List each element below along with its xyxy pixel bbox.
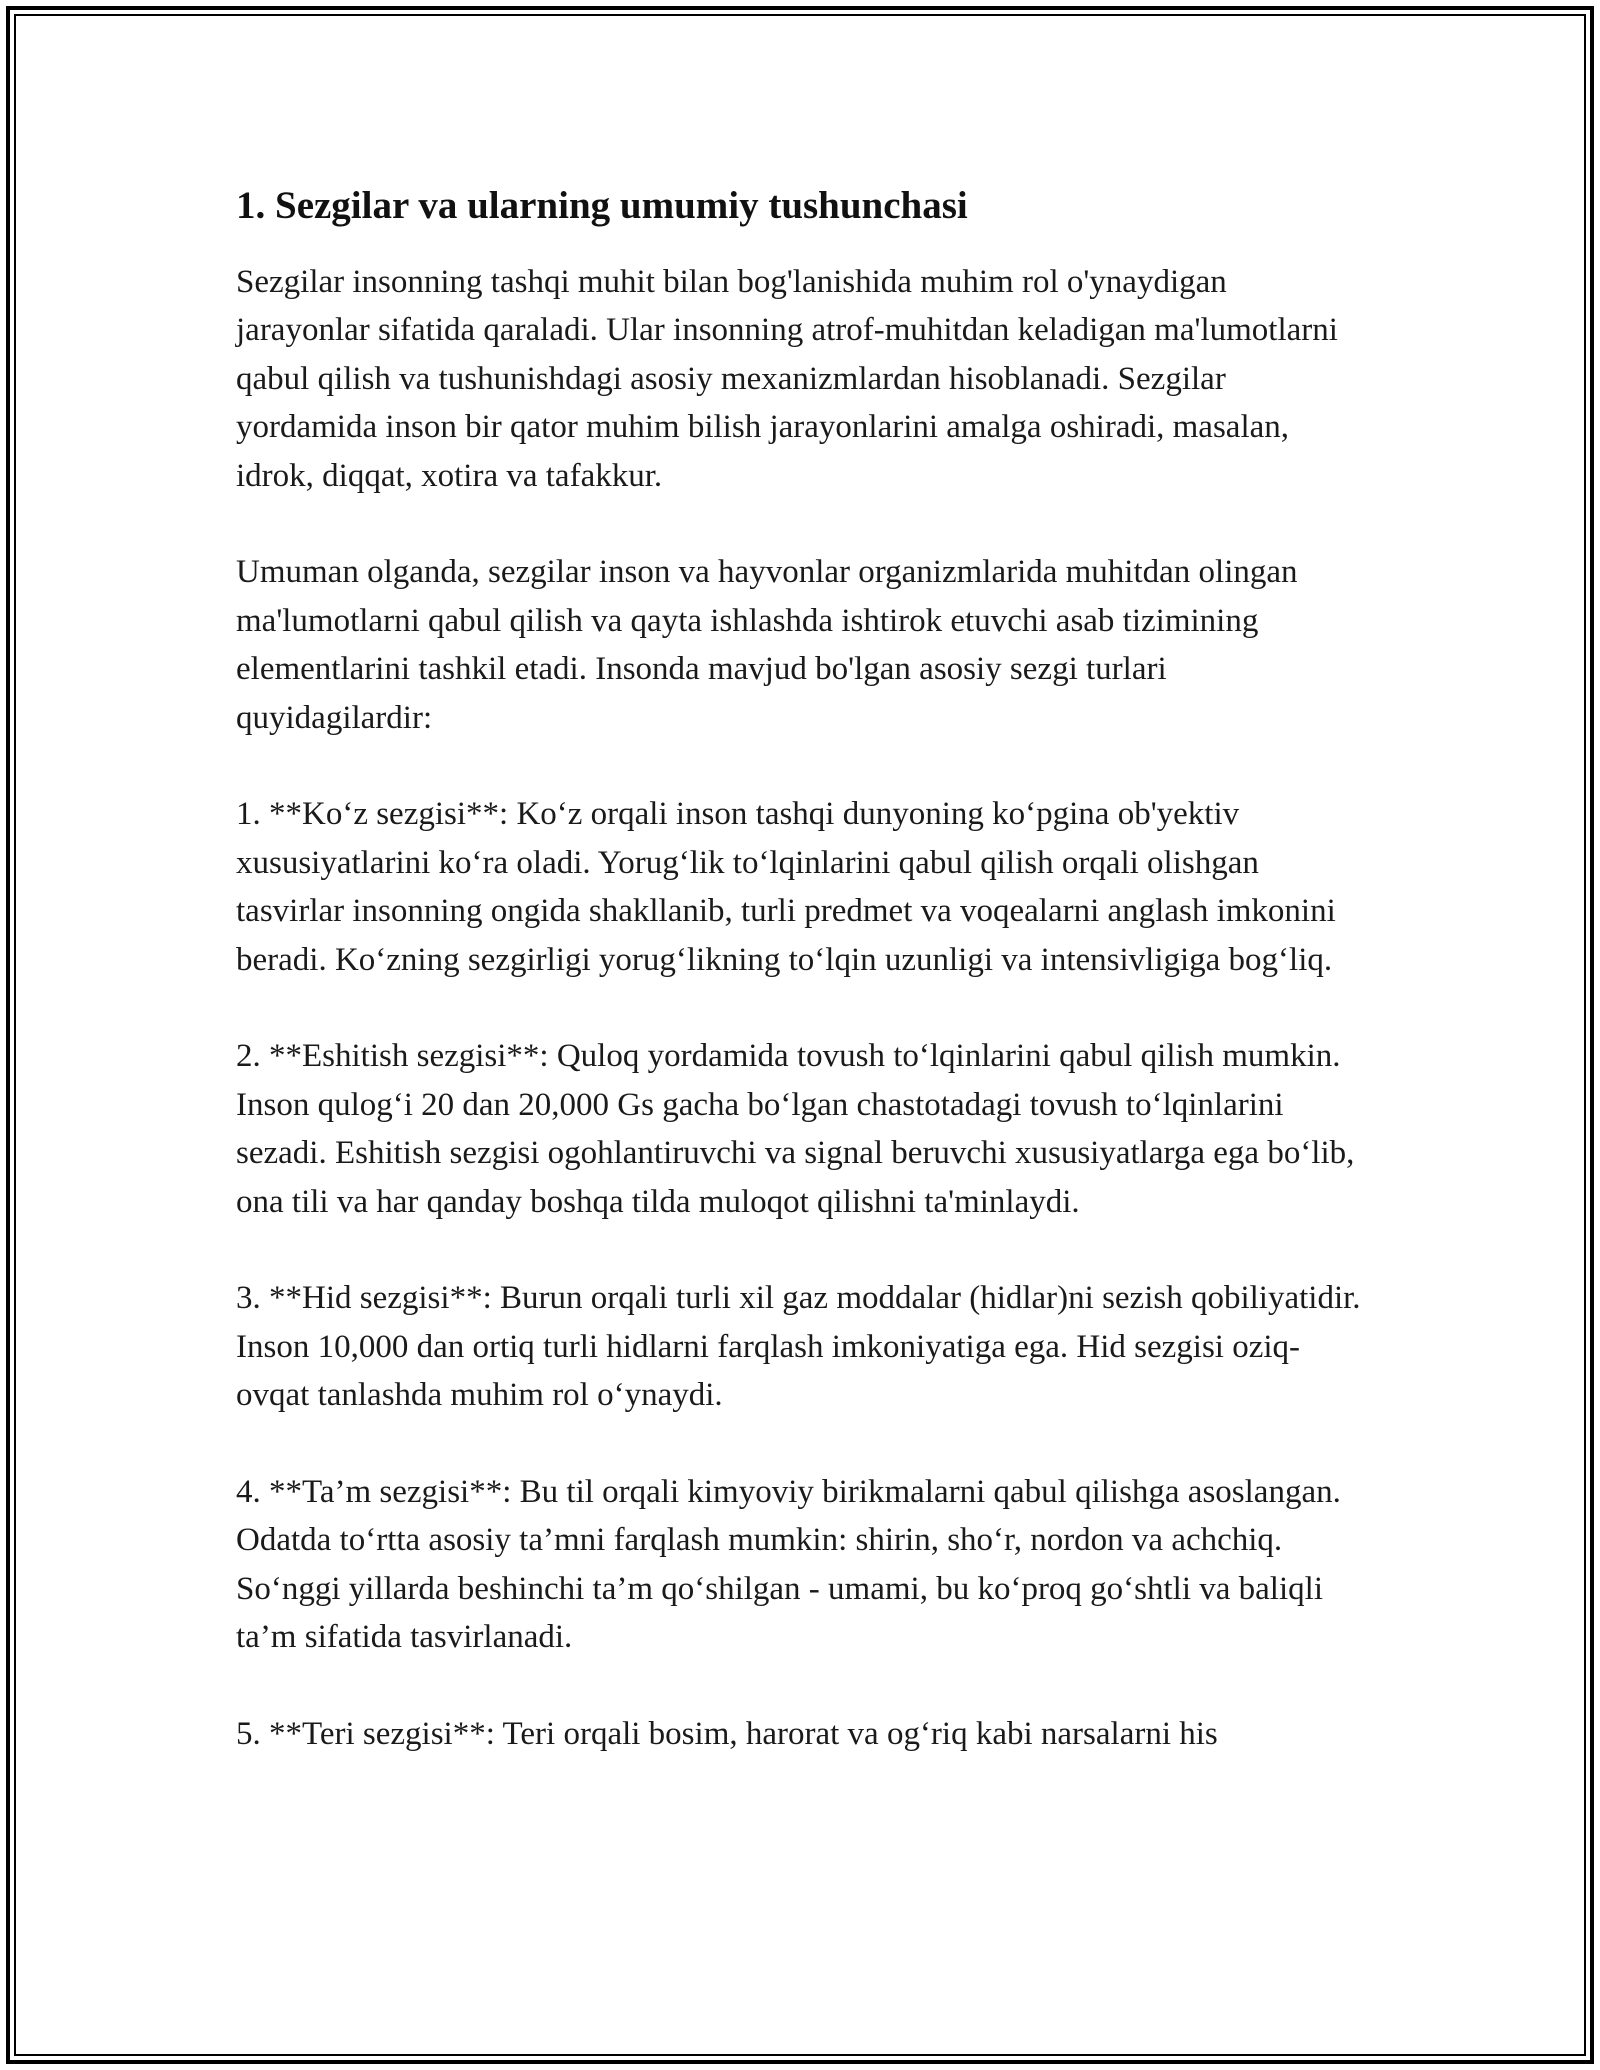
list-item-vision: 1. **Ko‘z sezgisi**: Ko‘z orqali inson tashqi dunyoning ko‘pgina ob'yektiv xususiyatlarini ko‘ra oladi. Yorug‘lik to‘lqinlarini qabul qilish orqali olishgan tasvirlar insonning ongida shakllanib, turli predmet va voqealarni anglash imkonini beradi. Ko‘zning sezgirligi yorug‘likning to‘lqin uzunligi va intensivligiga bog‘liq. — [236, 796, 1336, 978]
paragraph-intro: Sezgilar insonning tashqi muhit bilan bog'lanishida muhim rol o'ynaydigan jarayonlar sifatida qaraladi. Ular insonning atrof-muhitdan keladigan ma'lumotlarni qabul qilish va tushunishdagi asosiy mexanizmlardan hisoblanadi. Sezgilar yordamida inson bir qator muhim bilish jarayonlarini amalga oshiradi, masalan, idrok, diqqat, xotira va tafakkur. — [236, 264, 1338, 494]
document-body — [236, 182, 1366, 1807]
paragraph-overview: Umuman olganda, sezgilar inson va hayvonlar organizmlarida muhitdan olingan ma'lumotlarni qabul qilish va qayta ishlashda ishtirok etuvchi asab tizimining elementlarini tashkil etadi. Insonda mavjud bo'lgan asosiy sezgi turlari quyidagilardir: — [236, 554, 1298, 736]
section-heading: 1. Sezgilar va ularning umumiy tushunchasi — [236, 184, 968, 227]
list-item-skin: 5. **Teri sezgisi**: Teri orqali bosim, harorat va og‘riq kabi narsalarni his — [236, 1716, 1218, 1753]
list-item-taste: 4. **Ta’m sezgisi**: Bu til orqali kimyoviy birikmalarni qabul qilishga asoslangan. Odatda to‘rtta asosiy ta’mni farqlash mumkin: shirin, sho‘r, nordon va achchiq. So‘nggi yillarda beshinchi ta’m qo‘shilgan - umami, bu ko‘proq go‘shtli va baliqli ta’m sifatida tasvirlanadi. — [236, 1474, 1341, 1656]
list-item-hearing: 2. **Eshitish sezgisi**: Quloq yordamida tovush to‘lqinlarini qabul qilish mumkin. Inson qulog‘i 20 dan 20,000 Gs gacha bo‘lgan chastotadagi tovush to‘lqinlarini sezadi. Eshitish sezgisi ogohlantiruvchi va signal beruvchi xususiyatlarga ega bo‘lib, ona tili va har qanday boshqa tilda muloqot qilishni ta'minlaydi. — [236, 1038, 1355, 1220]
list-item-smell: 3. **Hid sezgisi**: Burun orqali turli xil gaz moddalar (hidlar)ni sezish qobiliyatidir. Inson 10,000 dan ortiq turli hidlarni farqlash imkoniyatiga ega. Hid sezgisi oziq-ovqat tanlashda muhim rol o‘ynaydi. — [236, 1280, 1361, 1414]
